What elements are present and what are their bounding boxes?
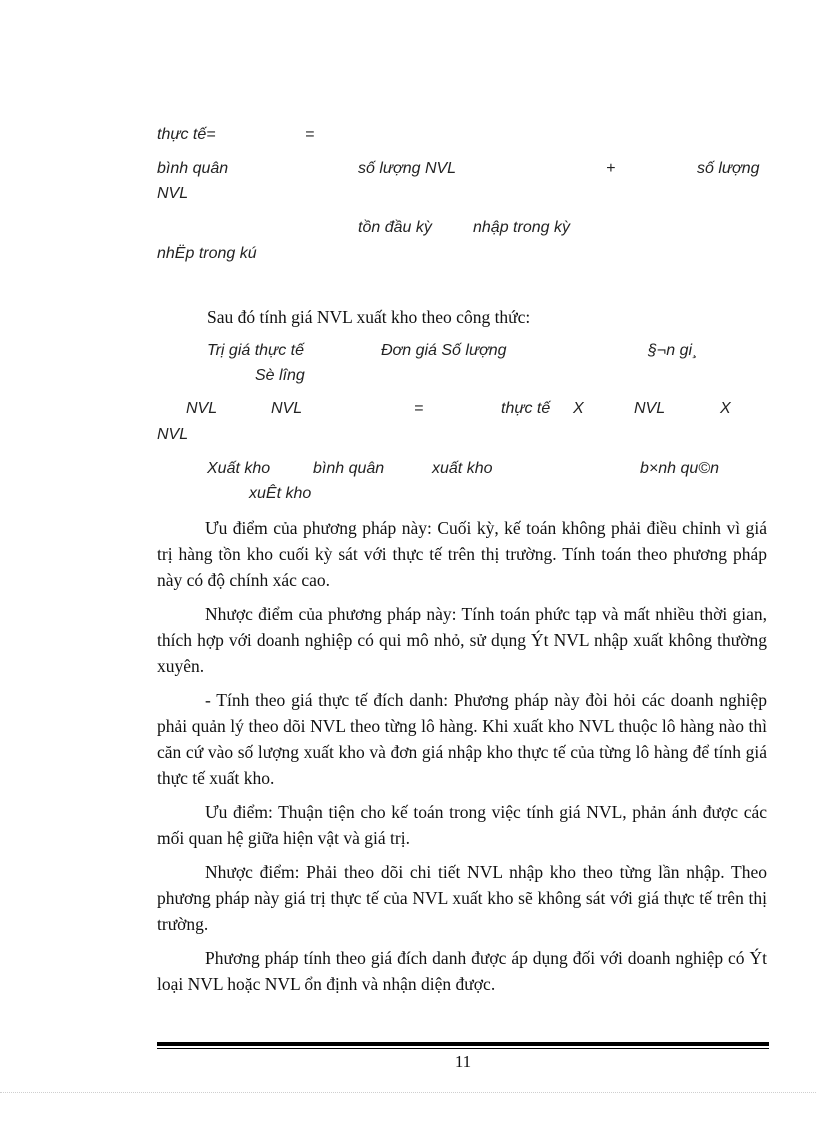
formula2-multiply: X [720, 400, 731, 417]
formula1-text: nhËp trong kú [157, 245, 257, 262]
formula2-text: NVL [186, 400, 218, 417]
formula2-text: NVL [157, 426, 189, 443]
formula1-text: NVL [157, 185, 189, 202]
page-number: 11 [454, 1052, 472, 1071]
footer-rule [157, 1042, 769, 1046]
footer-rule [157, 1048, 769, 1049]
paragraph: Ưu điểm của phương pháp này: Cuối kỳ, kế toán không phải điều chỉnh vì giá trị hàng tồn kho cuối kỳ sát với thực tế trên thị trường. Tính toán theo phương pháp này có độ chính xác cao. [157, 518, 767, 590]
paragraph: Ưu điểm: Thuận tiện cho kế toán trong việc tính giá NVL, phản ánh được các mối quan hệ giữa hiện vật và giá trị. [157, 802, 767, 848]
formula2-text: NVL [271, 400, 303, 417]
paragraph: Nhược điểm: Phải theo dõi chi tiết NVL nhập kho theo từng lần nhập. Theo phương pháp này giá trị thực tế của NVL xuất kho sẽ không sát với giá thực tế trên thị trường. [157, 862, 767, 934]
formula2-text: Trị giá thực tế [207, 342, 304, 359]
formula1-text: tồn đầu kỳ [358, 219, 432, 236]
formula2-text: Đơn giá Số lượng [381, 342, 507, 359]
paragraph: - Tính theo giá thực tế đích danh: Phương pháp này đòi hỏi các doanh nghiệp phải quản lý theo dõi NVL theo từng lô hàng. Khi xuất kho NVL thuộc lô hàng nào thì căn cứ vào số lượng xuất kho và đơn giá nhập kho thực tế của từng lô hàng để tính giá thực tế xuất kho. [157, 690, 767, 788]
formula2-text: xuÊt kho [249, 485, 312, 502]
formula1-text: số lượng [697, 160, 760, 177]
formula2-text: NVL [634, 400, 666, 417]
formula2-text: Xuất kho [207, 460, 271, 477]
formula1-text: nhập trong kỳ [473, 219, 570, 236]
formula1-text: số lượng NVL [358, 160, 457, 177]
page-break-line [0, 1092, 816, 1093]
intro-text: Sau đó tính giá NVL xuất kho theo công thức: [207, 307, 531, 327]
formula1-equals: = [305, 126, 315, 143]
formula2-text: xuất kho [432, 460, 493, 477]
formula2-text: bình quân [313, 460, 385, 477]
paragraph: Nhược điểm của phương pháp này: Tính toán phức tạp và mất nhiều thời gian, thích hợp với doanh nghiệp có qui mô nhỏ, sử dụng Ýt NVL nhập xuất không thường xuyên. [157, 604, 767, 676]
formula1-plus: + [606, 160, 616, 177]
formula1-text: thực tế= [157, 126, 216, 143]
formula2-equals: = [414, 400, 424, 417]
formula1-text: bình quân [157, 160, 229, 177]
formula2-text: b×nh qu©n [640, 460, 719, 477]
formula2-text: Sè lîng [255, 367, 305, 384]
formula2-text: §¬n gi¸ [648, 342, 698, 359]
paragraph: Phương pháp tính theo giá đích danh được áp dụng đối với doanh nghiệp có Ýt loại NVL hoặc NVL ổn định và nhận diện được. [157, 948, 767, 994]
formula2-multiply: X [573, 400, 584, 417]
formula2-text: thực tế [501, 400, 551, 417]
